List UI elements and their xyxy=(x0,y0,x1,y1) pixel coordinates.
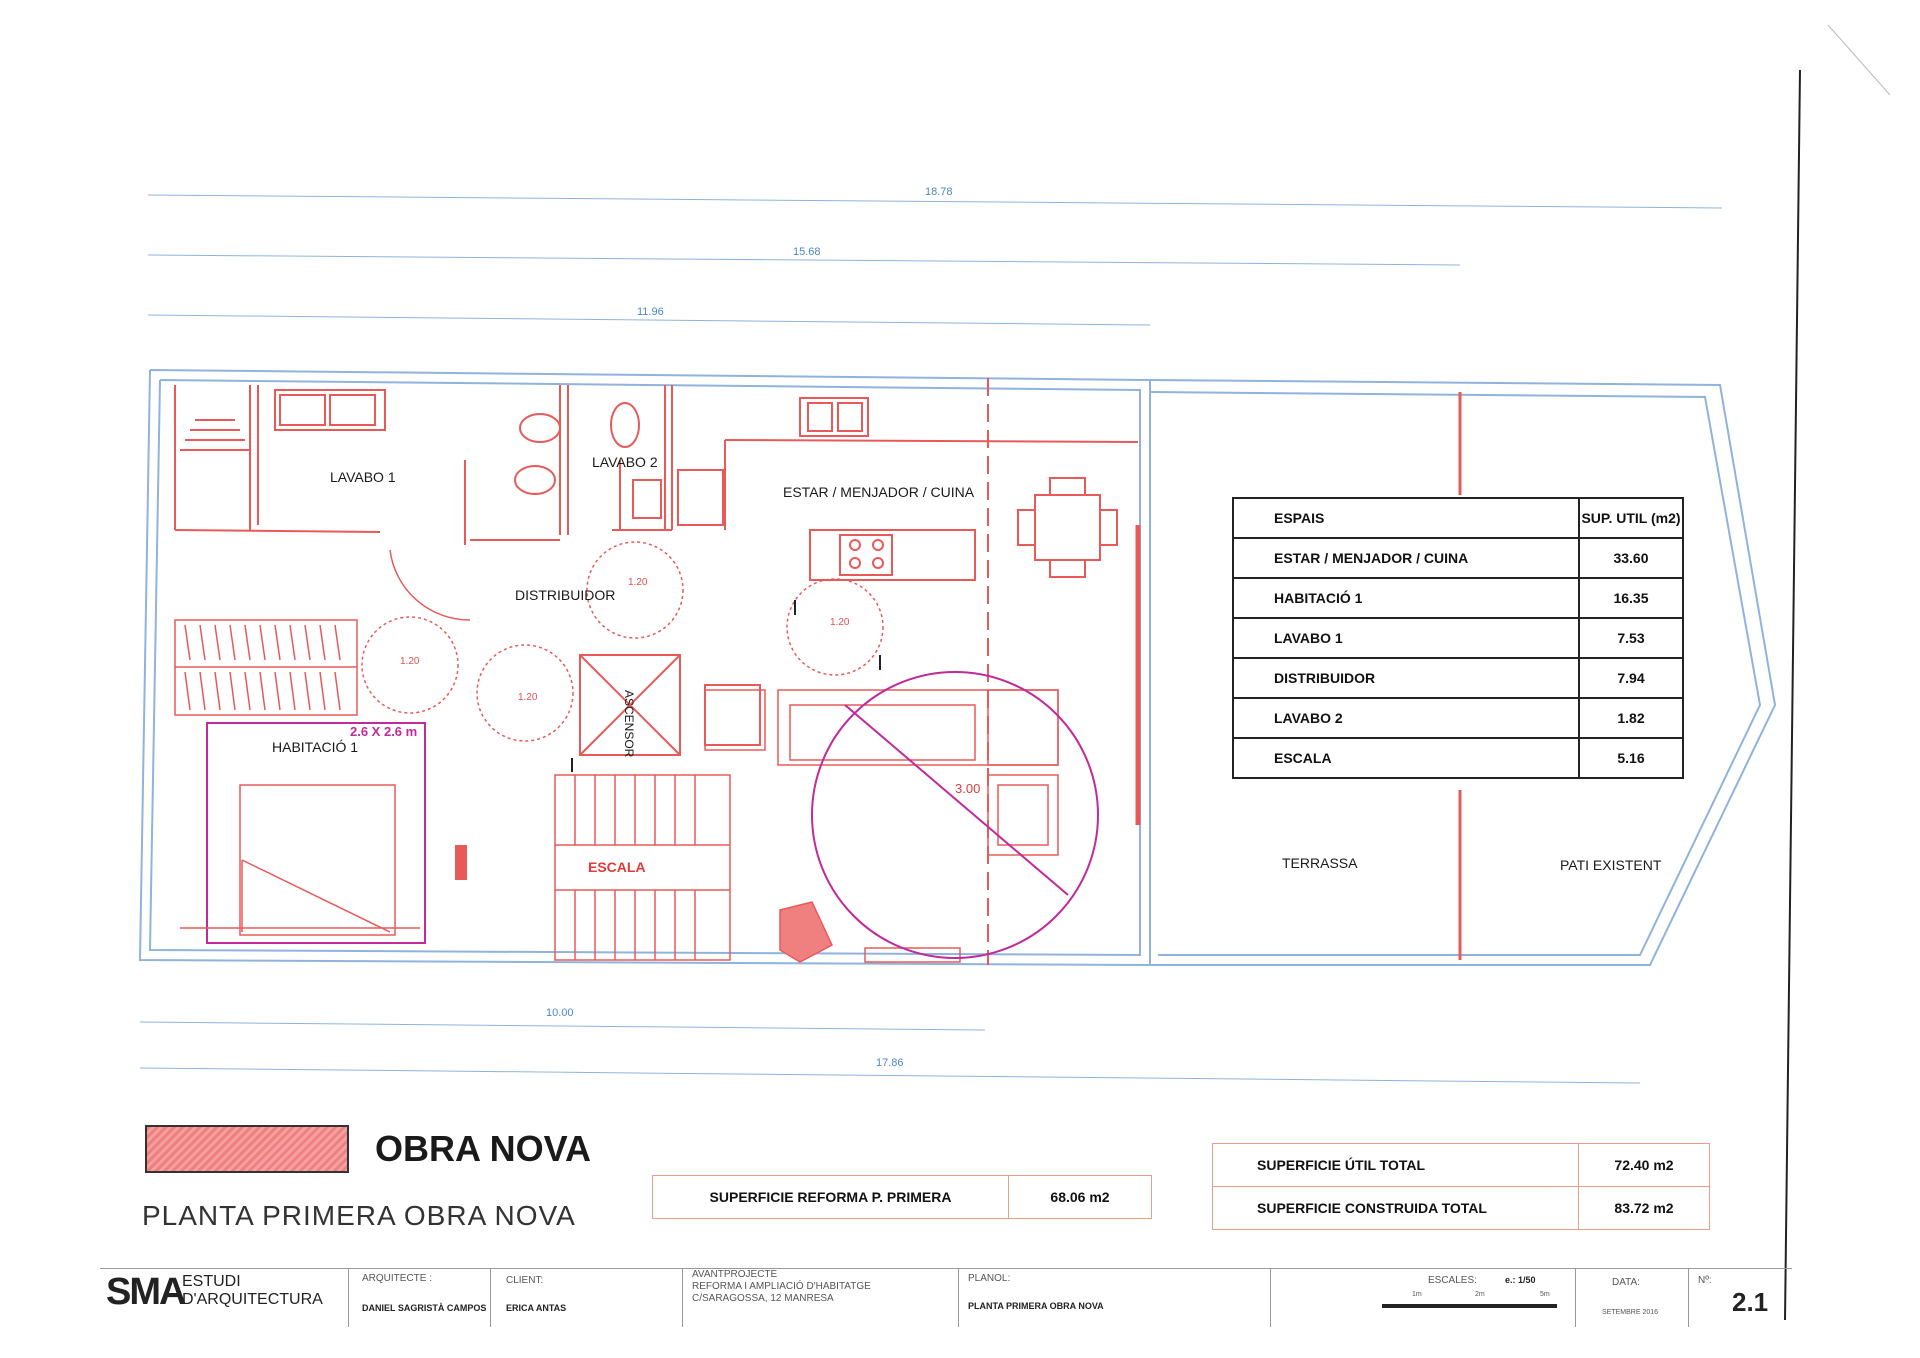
room-lavabo2: LAVABO 2 xyxy=(592,454,658,470)
turn-circle-label: 1.20 xyxy=(400,656,420,667)
title-block xyxy=(100,1268,1792,1331)
area-row-value: 16.35 xyxy=(1579,578,1683,618)
area-row-value: 7.53 xyxy=(1579,618,1683,658)
project-line3: C/SARAGOSSA, 12 MANRESA xyxy=(692,1293,834,1304)
bed-box-label: 2.6 X 2.6 m xyxy=(350,724,418,739)
wall-fragment xyxy=(455,845,467,880)
room-distribuidor: DISTRIBUIDOR xyxy=(515,587,616,603)
sheet-number: 2.1 xyxy=(1732,1287,1769,1317)
reforma-row xyxy=(653,1176,1152,1219)
table-row xyxy=(1233,538,1683,578)
project-line2: REFORMA I AMPLIACIÓ D'HABITATGE xyxy=(692,1281,871,1292)
room-escala: ESCALA xyxy=(588,859,646,875)
studio-name xyxy=(182,1273,323,1309)
dim-1196: 11.96 xyxy=(637,306,664,318)
scale-tick: 1m xyxy=(1412,1291,1422,1298)
scale-bar xyxy=(1382,1304,1557,1308)
tb-divider xyxy=(348,1269,349,1327)
total-label: SUPERFICIE CONSTRUIDA TOTAL xyxy=(1213,1187,1579,1230)
lavabo1-fixtures xyxy=(180,390,385,450)
area-table-header-value: SUP. UTIL (m2) xyxy=(1579,498,1683,538)
room-habitacio1: HABITACIÓ 1 xyxy=(272,739,359,755)
area-row-value: 33.60 xyxy=(1579,538,1683,578)
number-label: Nº: xyxy=(1698,1275,1712,1286)
table-row xyxy=(1213,1144,1710,1187)
elevator xyxy=(580,655,760,755)
new-work-swatch xyxy=(145,1125,349,1173)
big-turn-circle xyxy=(812,672,1098,958)
room-pati: PATI EXISTENT xyxy=(1560,857,1662,873)
reforma-value: 68.06 m2 xyxy=(1009,1176,1152,1219)
area-row-name: HABITACIÓ 1 xyxy=(1233,578,1579,618)
big-circle-label: 3.00 xyxy=(955,781,981,796)
area-row-value: 5.16 xyxy=(1579,738,1683,778)
architect-label: ARQUITECTE : xyxy=(362,1273,433,1284)
dim-1568: 15.68 xyxy=(793,246,821,258)
area-row-name: LAVABO 2 xyxy=(1233,698,1579,738)
tb-divider xyxy=(1270,1269,1271,1327)
scale-tick: 2m xyxy=(1475,1291,1485,1298)
legend-label: OBRA NOVA xyxy=(375,1128,591,1169)
wardrobe xyxy=(175,620,357,715)
dim-1786: 17.86 xyxy=(876,1057,904,1069)
project-info xyxy=(692,1269,871,1305)
turn-circle-label: 1.20 xyxy=(628,577,648,588)
date-value: SETEMBRE 2016 xyxy=(1602,1309,1659,1316)
area-row-name: LAVABO 1 xyxy=(1233,618,1579,658)
scale-tick: 5m xyxy=(1540,1291,1550,1298)
room-estar: ESTAR / MENJADOR / CUINA xyxy=(783,484,975,500)
client-name: ERICA ANTAS xyxy=(506,1303,567,1313)
studio-name-line1: ESTUDI xyxy=(182,1273,241,1290)
area-row-value: 1.82 xyxy=(1579,698,1683,738)
top-dimensions xyxy=(148,195,1722,325)
big-turn-circle-diameter xyxy=(845,705,1068,895)
tb-divider xyxy=(958,1269,959,1327)
turn-circle-label: 1.20 xyxy=(518,692,538,703)
area-table xyxy=(1232,497,1684,779)
room-ascensor: ASCENSOR xyxy=(622,690,636,758)
sheet-border xyxy=(1785,70,1800,1320)
room-lavabo1: LAVABO 1 xyxy=(330,469,396,485)
table-row xyxy=(1233,698,1683,738)
total-value: 83.72 m2 xyxy=(1579,1187,1710,1230)
plan-subtitle: PLANTA PRIMERA OBRA NOVA xyxy=(142,1200,576,1231)
reforma-label: SUPERFICIE REFORMA P. PRIMERA xyxy=(653,1176,1009,1219)
area-row-name: ESTAR / MENJADOR / CUINA xyxy=(1233,538,1579,578)
project-line1: AVANTPROJECTE xyxy=(692,1269,778,1280)
plan-name: PLANTA PRIMERA OBRA NOVA xyxy=(968,1301,1104,1311)
totals-box xyxy=(1212,1143,1710,1230)
living-furniture xyxy=(705,690,1058,962)
plan-label: PLANOL: xyxy=(968,1273,1011,1284)
total-label: SUPERFICIE ÚTIL TOTAL xyxy=(1213,1144,1579,1187)
dim-1000: 10.00 xyxy=(546,1007,574,1019)
total-value: 72.40 m2 xyxy=(1579,1144,1710,1187)
tb-divider xyxy=(1575,1269,1576,1327)
reforma-box xyxy=(652,1175,1152,1219)
studio-name-line2: D'ARQUITECTURA xyxy=(182,1291,323,1308)
client-label: CLIENT: xyxy=(506,1275,544,1286)
area-row-value: 7.94 xyxy=(1579,658,1683,698)
table-row xyxy=(1213,1187,1710,1230)
area-row-name: ESCALA xyxy=(1233,738,1579,778)
tb-divider xyxy=(1688,1269,1689,1327)
area-table-header xyxy=(1233,498,1683,538)
bottom-dimensions xyxy=(140,1022,1640,1083)
tb-divider xyxy=(490,1269,491,1327)
sheet-corner xyxy=(1828,25,1890,95)
table-row xyxy=(1233,578,1683,618)
area-table-header-name: ESPAIS xyxy=(1233,498,1579,538)
dim-1878: 18.78 xyxy=(925,186,953,198)
table-row xyxy=(1233,658,1683,698)
studio-logo: SMA xyxy=(106,1271,185,1313)
table-row xyxy=(1233,738,1683,778)
scales-label: ESCALES: xyxy=(1428,1275,1477,1286)
room-terrassa: TERRASSA xyxy=(1282,855,1358,871)
date-label: DATA: xyxy=(1612,1277,1640,1288)
scale-value: e.: 1/50 xyxy=(1505,1275,1536,1285)
area-row-name: DISTRIBUIDOR xyxy=(1233,658,1579,698)
tb-divider xyxy=(682,1269,683,1327)
architect-name: DANIEL SAGRISTÀ CAMPOS xyxy=(362,1303,487,1313)
bed xyxy=(180,785,420,935)
turn-circle-label: 1.20 xyxy=(830,617,850,628)
table-row xyxy=(1233,618,1683,658)
